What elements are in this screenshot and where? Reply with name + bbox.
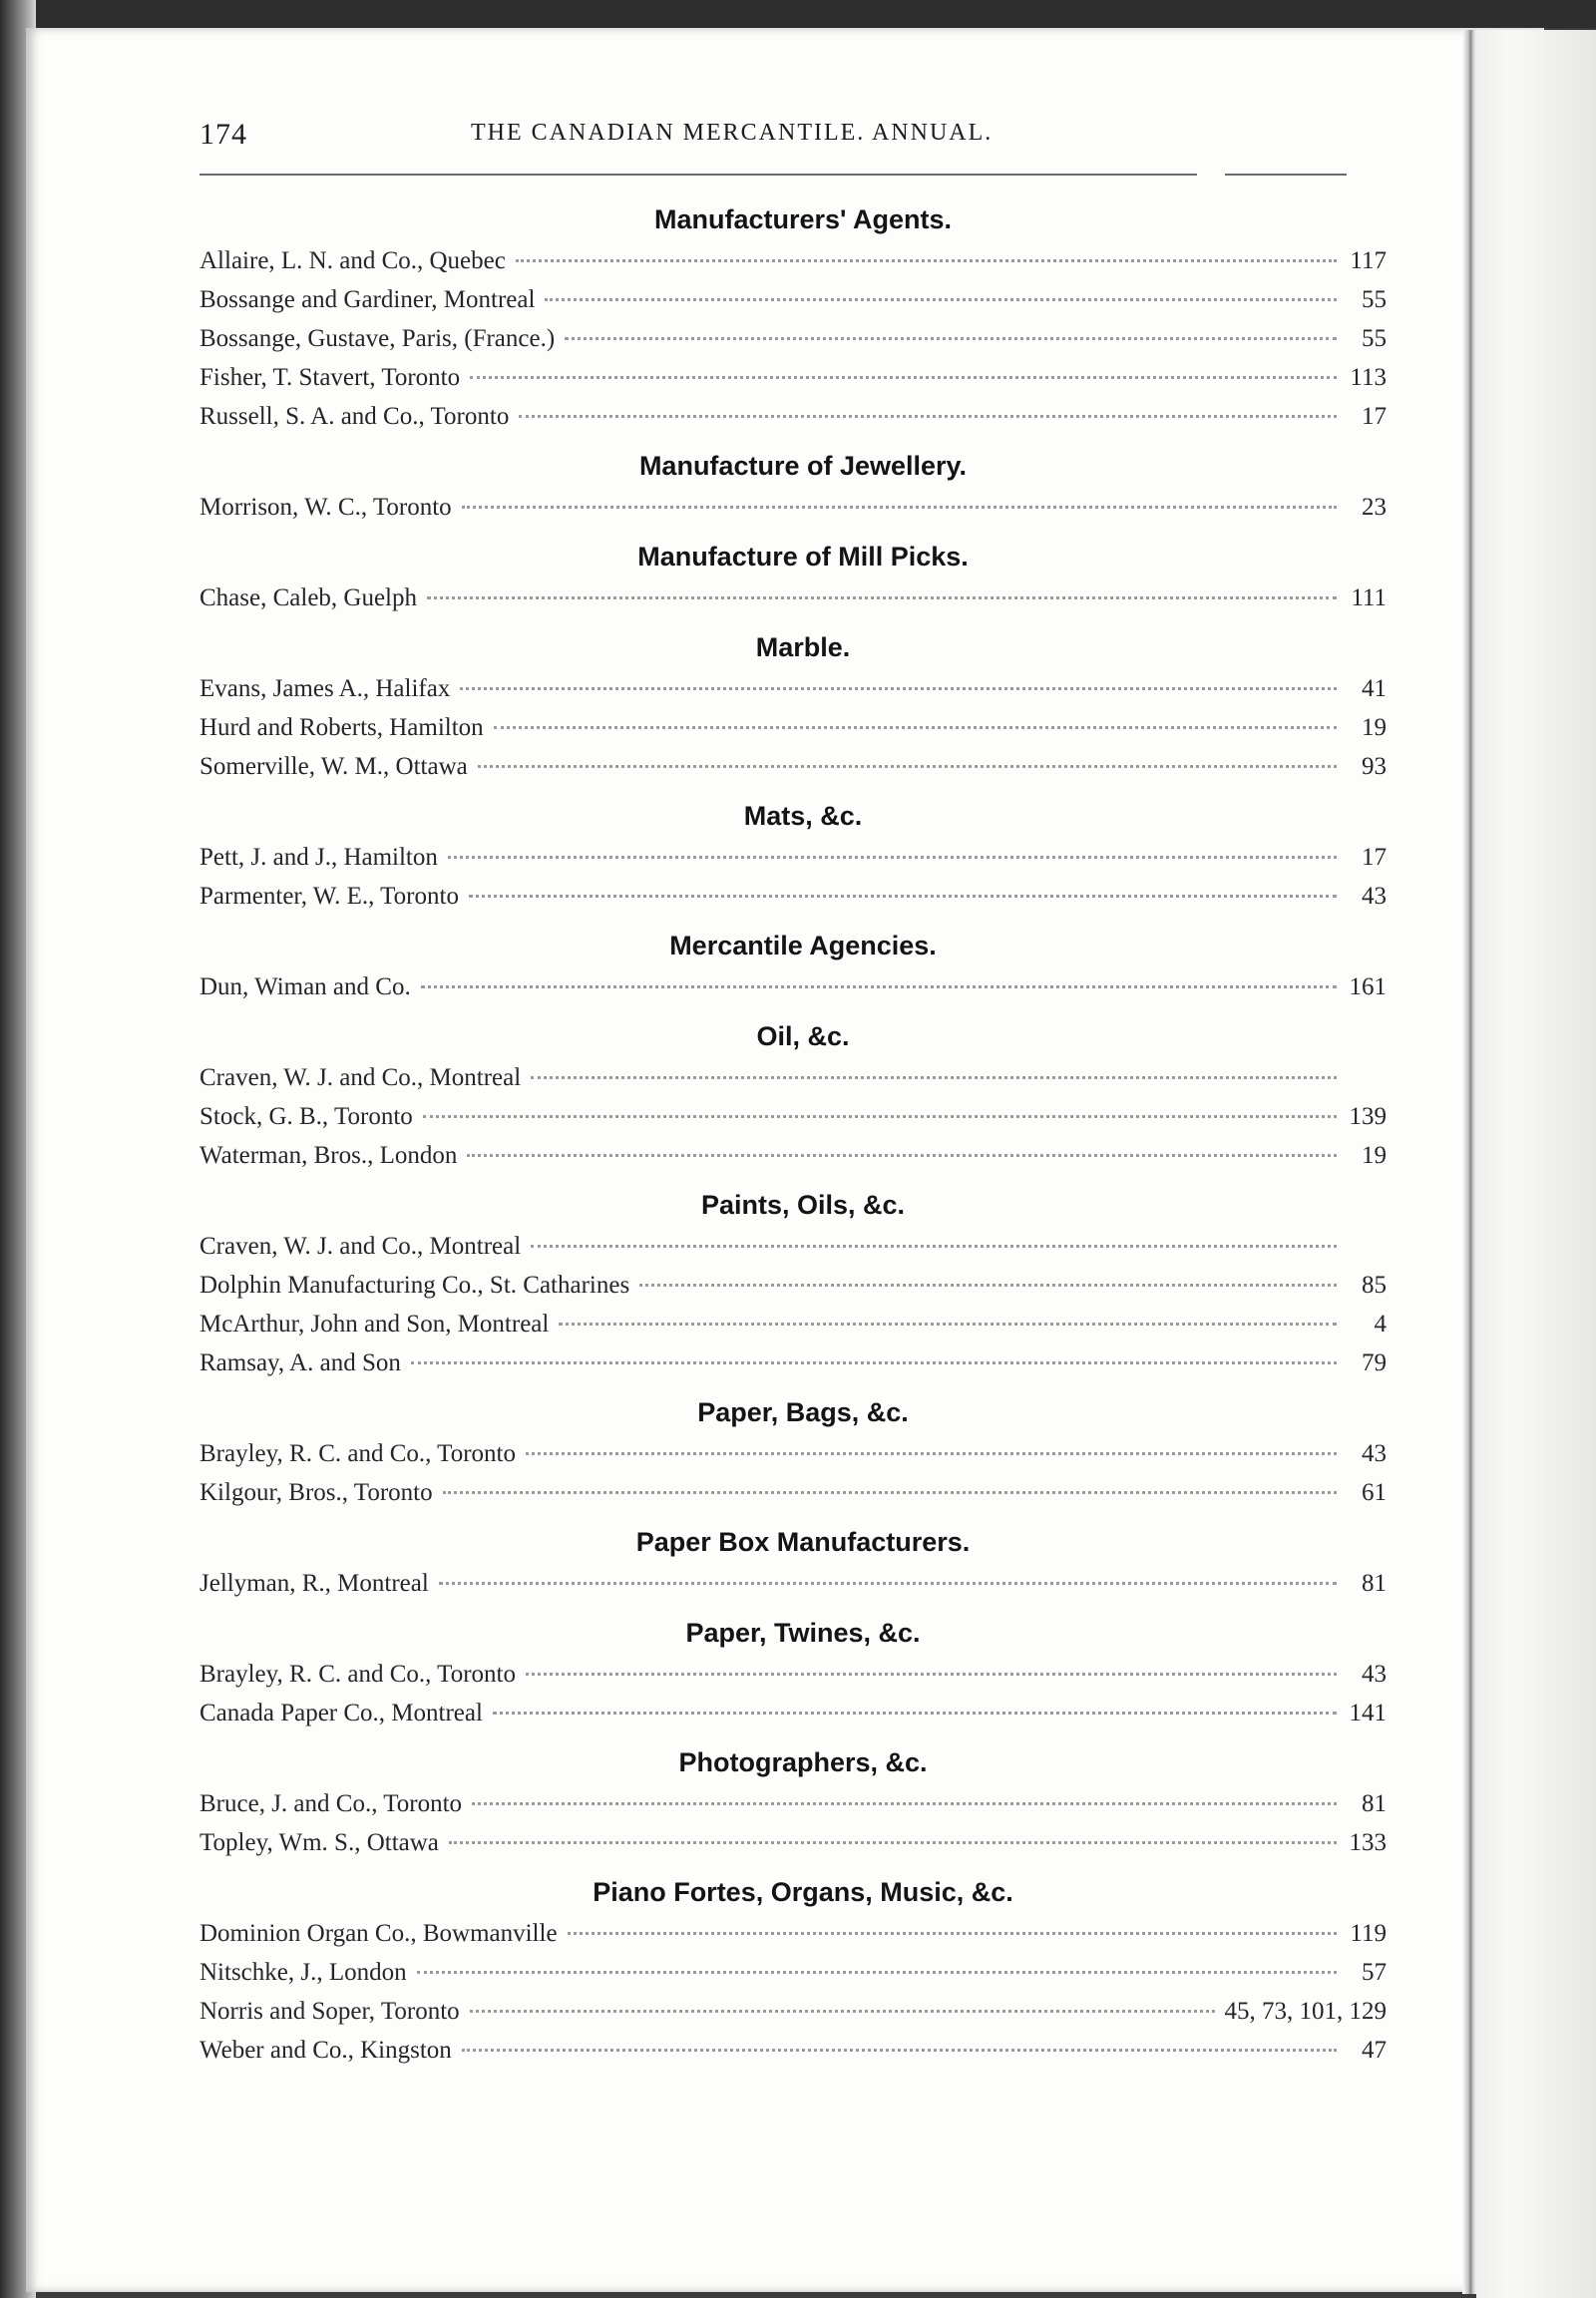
- dot-leader: [439, 1582, 1337, 1585]
- entry-page-number: 43: [1362, 1661, 1387, 1688]
- entry-page-number: 47: [1362, 2037, 1387, 2064]
- directory-entry: [200, 358, 1387, 397]
- entry-page-number: 57: [1362, 1959, 1387, 1986]
- dot-leader: [472, 1802, 1337, 1805]
- dot-leader: [526, 1673, 1337, 1676]
- entry-name: Norris and Soper, Toronto: [200, 1998, 460, 2025]
- entry-page-number: 93: [1362, 753, 1387, 780]
- section-heading: Mats, &c.: [743, 801, 863, 831]
- entry-page-number: 4: [1374, 1311, 1387, 1338]
- entry-name: McArthur, John and Son, Montreal: [200, 1311, 550, 1338]
- dot-leader: [531, 1076, 1337, 1079]
- entry-name: Weber and Co., Kingston: [200, 2037, 452, 2064]
- dot-leader: [469, 895, 1337, 898]
- entry-page-number: 111: [1351, 584, 1387, 611]
- directory-entry: [200, 1564, 1387, 1603]
- entry-name: Craven, W. J. and Co., Montreal: [200, 1064, 522, 1091]
- dot-leader: [423, 1115, 1337, 1118]
- page-content: [200, 110, 1387, 2064]
- entry-page-number: 117: [1350, 247, 1387, 274]
- running-head: [200, 110, 1377, 160]
- directory-section: [200, 1870, 1387, 2070]
- entry-page-number: 133: [1349, 1829, 1387, 1856]
- section-heading: Paper Box Manufacturers.: [635, 1527, 971, 1557]
- directory-section: [200, 1520, 1387, 1603]
- directory-entry: [200, 967, 1387, 1006]
- directory-section: [200, 1390, 1387, 1512]
- entry-page-number: 139: [1349, 1103, 1387, 1130]
- entry-name: Ramsay, A. and Son: [200, 1349, 401, 1376]
- directory-entry: [200, 319, 1387, 358]
- directory-entry: [200, 669, 1387, 708]
- directory-entry: [200, 1655, 1387, 1694]
- section-heading: Photographers, &c.: [678, 1747, 928, 1777]
- dot-leader: [470, 2010, 1215, 2013]
- entry-page-number: 161: [1349, 973, 1387, 1000]
- directory-section: [200, 1740, 1387, 1862]
- directory-section: [200, 197, 1387, 436]
- entry-page-number: 113: [1350, 364, 1387, 391]
- directory-section: [200, 794, 1387, 916]
- directory-entry: [200, 1992, 1387, 2031]
- entry-name: Nitschke, J., London: [200, 1959, 407, 1986]
- dot-leader: [494, 726, 1337, 729]
- directory-entry: [200, 1227, 1387, 1266]
- running-title: THE CANADIAN MERCANTILE. ANNUAL.: [471, 120, 994, 146]
- dot-leader: [470, 376, 1337, 379]
- directory-entry: [200, 488, 1387, 527]
- directory-section: [200, 625, 1387, 786]
- dot-leader: [545, 298, 1337, 301]
- directory-entry: [200, 1953, 1387, 1992]
- entry-name: Kilgour, Bros., Toronto: [200, 1479, 433, 1506]
- dot-leader: [516, 259, 1337, 262]
- dot-leader: [565, 337, 1337, 340]
- entry-page-number: 43: [1362, 883, 1387, 910]
- header-rule: [200, 174, 1347, 176]
- directory-section: [200, 1183, 1387, 1382]
- entry-name: Russell, S. A. and Co., Toronto: [200, 403, 510, 430]
- directory-section: [200, 1014, 1387, 1175]
- dot-leader: [559, 1323, 1337, 1326]
- directory-entry: [200, 2031, 1387, 2070]
- directory-section: [200, 444, 1387, 527]
- entry-name: Morrison, W. C., Toronto: [200, 494, 452, 521]
- directory-entry: [200, 1784, 1387, 1823]
- directory-sections: [200, 197, 1387, 2078]
- directory-entry: [200, 708, 1387, 747]
- dot-leader: [443, 1491, 1337, 1494]
- entry-name: Fisher, T. Stavert, Toronto: [200, 364, 461, 391]
- entry-page-number: 45, 73, 101, 129: [1224, 1998, 1387, 2025]
- entry-name: Dominion Organ Co., Bowmanville: [200, 1920, 558, 1947]
- dot-leader: [467, 1154, 1337, 1157]
- entry-page-number: 85: [1362, 1272, 1387, 1299]
- entry-name: Brayley, R. C. and Co., Toronto: [200, 1661, 516, 1688]
- entry-page-number: 55: [1362, 325, 1387, 352]
- entry-name: Canada Paper Co., Montreal: [200, 1700, 483, 1726]
- directory-entry: [200, 1266, 1387, 1305]
- page-fold-shadow: [1462, 30, 1476, 2294]
- entry-name: Dun, Wiman and Co.: [200, 973, 411, 1000]
- entry-name: Chase, Caleb, Guelph: [200, 584, 418, 611]
- section-heading: Marble.: [755, 632, 851, 662]
- directory-entry: [200, 578, 1387, 617]
- dot-leader: [427, 596, 1337, 599]
- dot-leader: [478, 765, 1337, 768]
- directory-section: [200, 924, 1387, 1006]
- section-heading: Manufacturers' Agents.: [654, 204, 952, 234]
- dot-leader: [493, 1712, 1337, 1715]
- entry-page-number: 23: [1362, 494, 1387, 521]
- next-page-edge: [1476, 30, 1596, 2298]
- scan-top-edge: [0, 0, 1596, 28]
- entry-name: Dolphin Manufacturing Co., St. Catharines: [200, 1272, 630, 1299]
- section-heading: Paper, Twines, &c.: [685, 1618, 921, 1648]
- directory-entry: [200, 1343, 1387, 1382]
- section-heading: Oil, &c.: [756, 1021, 850, 1051]
- entry-page-number: 61: [1362, 1479, 1387, 1506]
- dot-leader: [568, 1932, 1337, 1935]
- entry-name: Craven, W. J. and Co., Montreal: [200, 1233, 522, 1260]
- directory-entry: [200, 280, 1387, 319]
- entry-name: Parmenter, W. E., Toronto: [200, 883, 459, 910]
- entry-page-number: 17: [1362, 403, 1387, 430]
- entry-name: Topley, Wm. S., Ottawa: [200, 1829, 439, 1856]
- directory-entry: [200, 241, 1387, 280]
- entry-page-number: 81: [1362, 1570, 1387, 1597]
- dot-leader: [449, 1841, 1337, 1844]
- section-heading: Mercantile Agencies.: [669, 931, 937, 960]
- directory-entry: [200, 1914, 1387, 1953]
- dot-leader: [526, 1452, 1337, 1455]
- dot-leader: [421, 985, 1337, 988]
- entry-page-number: 81: [1362, 1790, 1387, 1817]
- directory-entry: [200, 1058, 1387, 1097]
- entry-name: Bossange and Gardiner, Montreal: [200, 286, 536, 313]
- section-heading: Manufacture of Jewellery.: [638, 451, 968, 481]
- entry-page-number: 55: [1362, 286, 1387, 313]
- directory-entry: [200, 1097, 1387, 1136]
- entry-page-number: 41: [1362, 675, 1387, 702]
- directory-entry: [200, 1305, 1387, 1343]
- entry-name: Allaire, L. N. and Co., Quebec: [200, 247, 506, 274]
- directory-section: [200, 1611, 1387, 1732]
- directory-entry: [200, 397, 1387, 436]
- directory-section: [200, 535, 1387, 617]
- dot-leader: [462, 2049, 1337, 2052]
- entry-page-number: 141: [1349, 1700, 1387, 1726]
- directory-entry: [200, 747, 1387, 786]
- entry-name: Pett, J. and J., Hamilton: [200, 844, 438, 871]
- page-number: 174: [200, 118, 247, 151]
- entry-name: Waterman, Bros., London: [200, 1142, 458, 1169]
- entry-page-number: 19: [1362, 714, 1387, 741]
- dot-leader: [639, 1284, 1337, 1287]
- dot-leader: [448, 856, 1337, 859]
- section-heading: Piano Fortes, Organs, Music, &c.: [593, 1877, 1013, 1907]
- section-heading: Manufacture of Mill Picks.: [637, 542, 969, 572]
- dot-leader: [460, 687, 1337, 690]
- dot-leader: [531, 1245, 1337, 1248]
- entry-name: Jellyman, R., Montreal: [200, 1570, 429, 1597]
- entry-page-number: 119: [1350, 1920, 1387, 1947]
- directory-entry: [200, 1694, 1387, 1732]
- entry-name: Evans, James A., Halifax: [200, 675, 451, 702]
- section-heading: Paints, Oils, &c.: [700, 1190, 906, 1220]
- entry-name: Hurd and Roberts, Hamilton: [200, 714, 484, 741]
- entry-page-number: 17: [1362, 844, 1387, 871]
- directory-entry: [200, 877, 1387, 916]
- directory-entry: [200, 1473, 1387, 1512]
- entry-page-number: 79: [1362, 1349, 1387, 1376]
- directory-entry: [200, 1434, 1387, 1473]
- entry-page-number: 19: [1362, 1142, 1387, 1169]
- dot-leader: [417, 1971, 1337, 1974]
- section-heading: Paper, Bags, &c.: [697, 1397, 909, 1427]
- entry-page-number: 43: [1362, 1440, 1387, 1467]
- entry-name: Bossange, Gustave, Paris, (France.): [200, 325, 556, 352]
- directory-entry: [200, 838, 1387, 877]
- entry-name: Brayley, R. C. and Co., Toronto: [200, 1440, 516, 1467]
- entry-name: Stock, G. B., Toronto: [200, 1103, 413, 1130]
- dot-leader: [519, 415, 1337, 418]
- directory-entry: [200, 1823, 1387, 1862]
- entry-name: Somerville, W. M., Ottawa: [200, 753, 468, 780]
- dot-leader: [411, 1361, 1337, 1364]
- directory-entry: [200, 1136, 1387, 1175]
- entry-name: Bruce, J. and Co., Toronto: [200, 1790, 463, 1817]
- dot-leader: [462, 506, 1337, 509]
